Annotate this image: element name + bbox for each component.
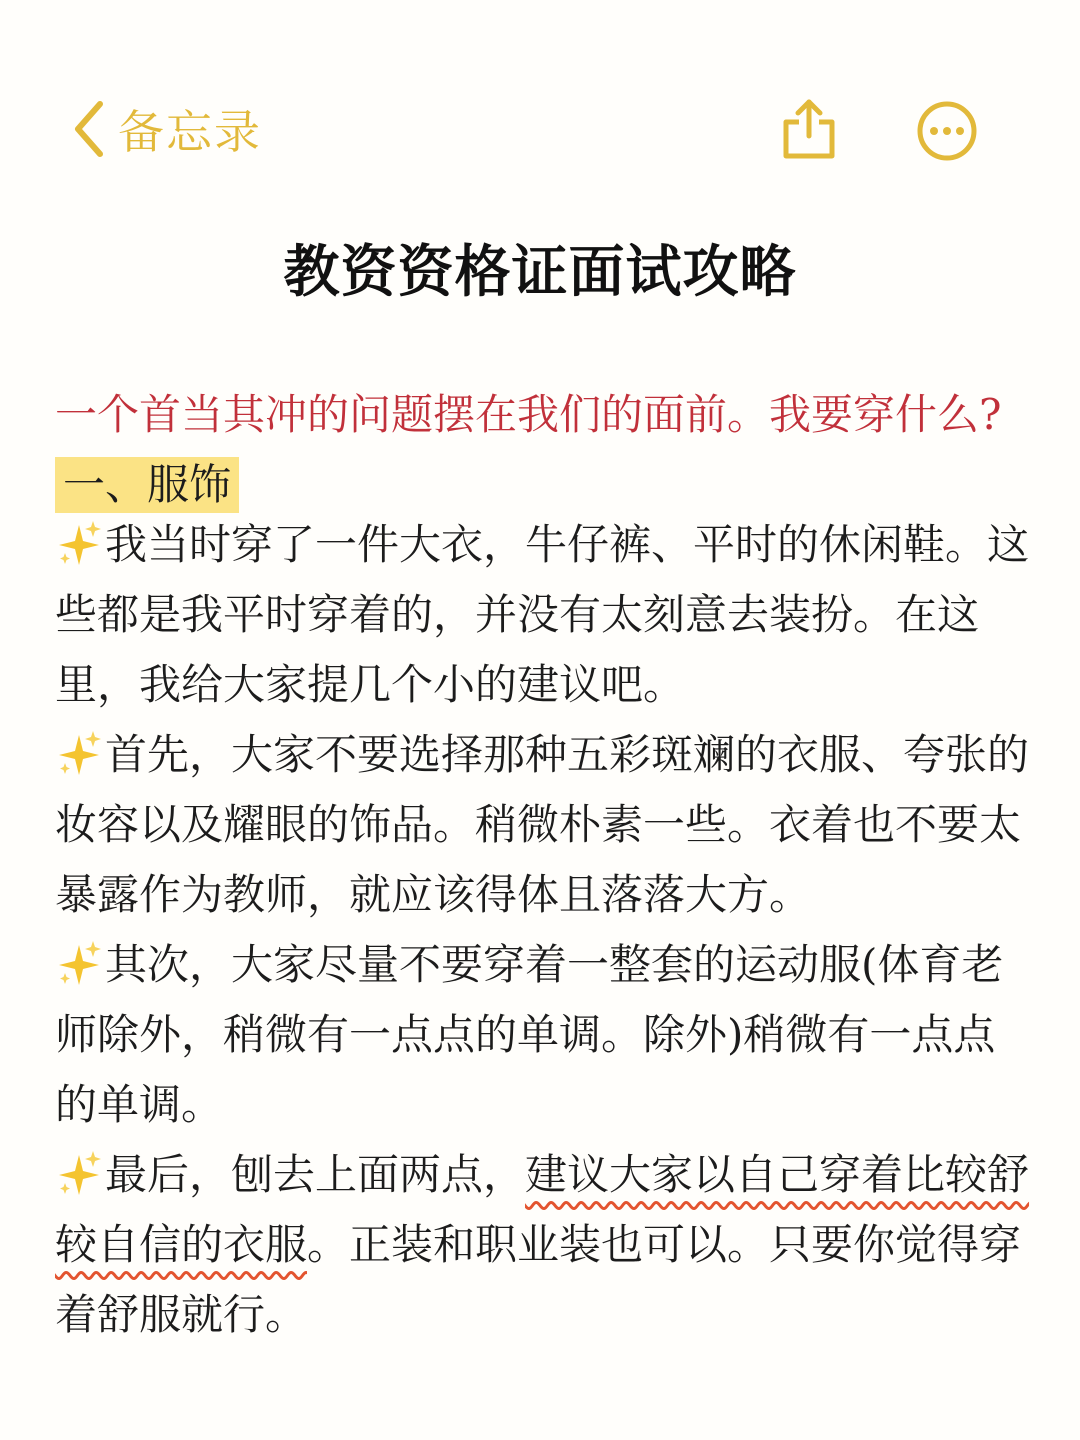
navigation-bar xyxy=(0,0,1080,200)
paragraph-text: 首先，大家不要选择那种五彩斑斓的衣服、夸张的妆容以及耀眼的饰品。稍微朴素一些。衣着也不要太暴露作为教师，就应该得体且落落大方。 xyxy=(55,730,1030,919)
paragraph-2 xyxy=(55,720,1035,930)
share-icon[interactable] xyxy=(780,98,838,160)
paragraph-4 xyxy=(55,1140,1035,1350)
sparkles-icon xyxy=(55,519,103,567)
sparkles-icon xyxy=(55,939,103,987)
intro-text: 一个首当其冲的问题摆在我们的面前。我要穿什么? xyxy=(55,390,1002,439)
note-title: 教资资格证面试攻略 xyxy=(283,240,797,305)
section-heading: 一、服饰 xyxy=(55,457,239,513)
paragraph-3 xyxy=(55,930,1035,1140)
chevron-left-icon xyxy=(70,98,110,160)
paragraph-text: 其次，大家尽量不要穿着一整套的运动服(体育老师除外，稍微有一点点的单调。除外)稍微有一点点的单调。 xyxy=(55,940,1004,1129)
paragraph-1 xyxy=(55,510,1035,720)
paragraph-text-before: 最后，刨去上面两点， xyxy=(105,1150,526,1199)
paragraph-text: 我当时穿了一件大衣，牛仔裤、平时的休闲鞋。这些都是我平时穿着的，并没有太刻意去装扮。在这里，我给大家提几个小的建议吧。 xyxy=(55,520,1030,709)
wavy-underlined-text: 建议大家以自己穿着比较舒较自信的衣服 xyxy=(55,1150,1030,1269)
sparkles-icon xyxy=(55,1149,103,1197)
back-label: 备忘录 xyxy=(118,105,262,159)
section-heading-wrap xyxy=(55,450,1035,510)
back-button[interactable] xyxy=(70,96,262,162)
note-body xyxy=(55,380,1035,1350)
more-icon[interactable] xyxy=(916,100,978,162)
sparkles-icon xyxy=(55,729,103,777)
paragraph-text-after: 。正装和职业装也可以。只要你觉得穿着舒服就行。 xyxy=(55,1220,1022,1339)
